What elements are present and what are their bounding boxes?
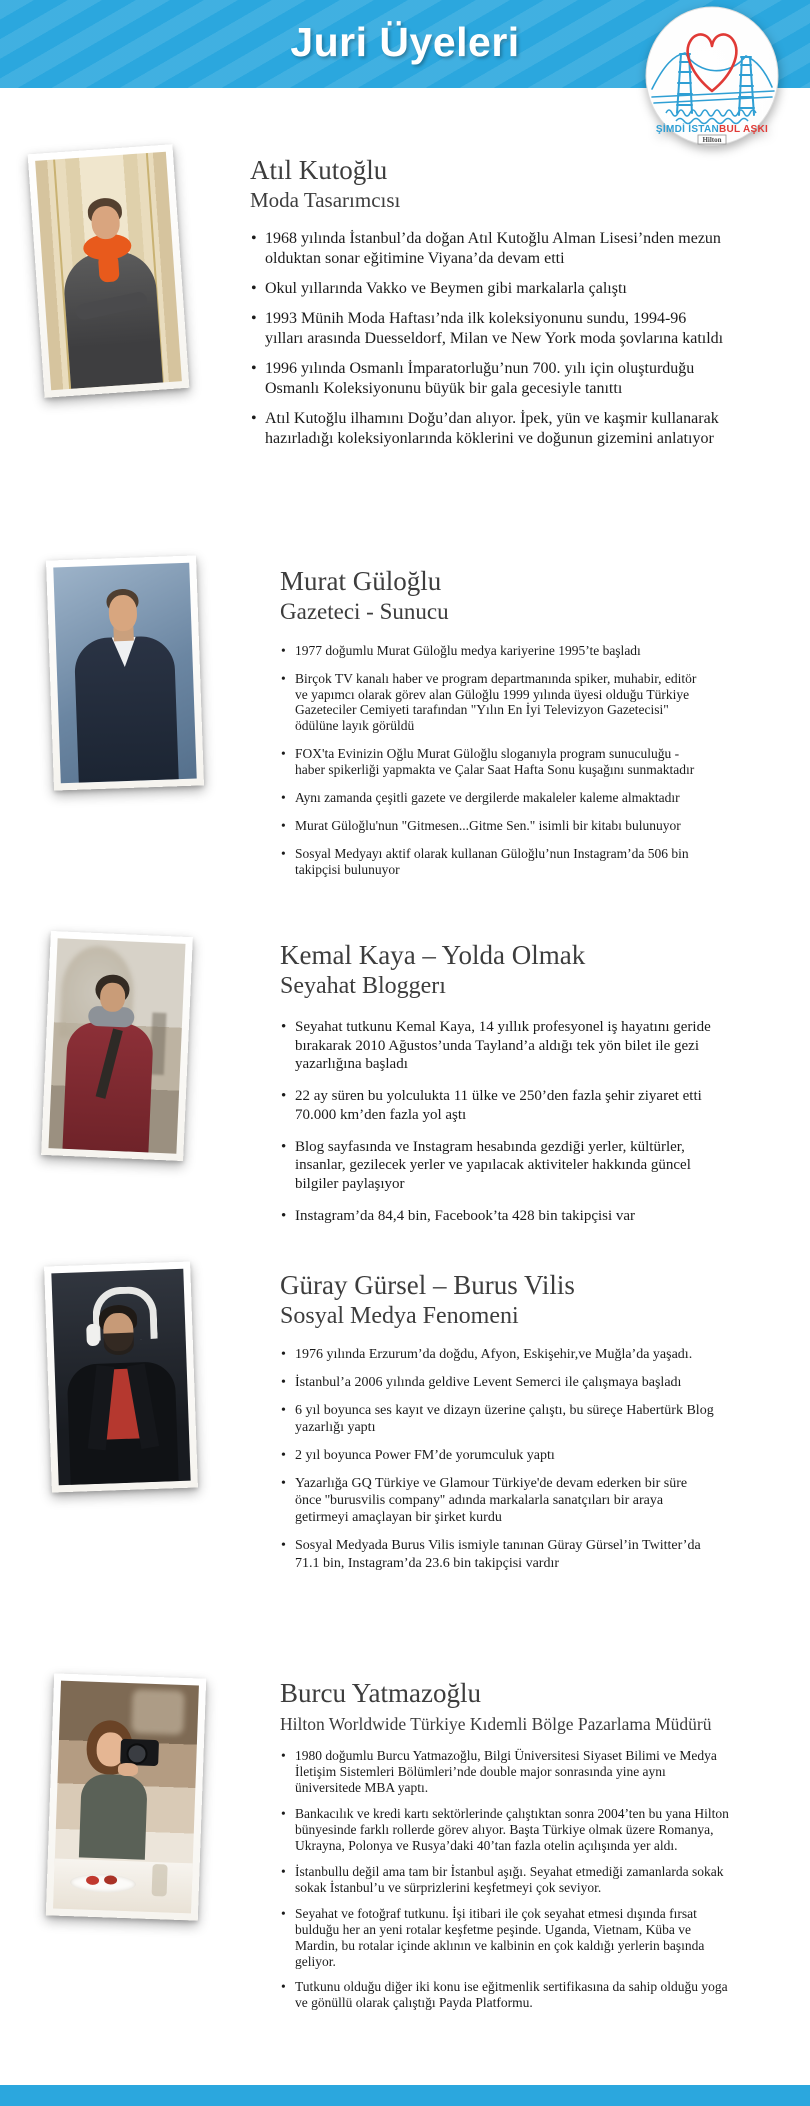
profile-name: Murat Güloğlu [280, 566, 442, 596]
profile-name: Güray Gürsel – Burus Vilis [280, 1270, 575, 1300]
photo-shape [118, 1763, 138, 1777]
photo-shape [86, 1324, 100, 1346]
photo-shape [152, 1864, 168, 1897]
polaroid-photo [46, 555, 204, 790]
bullet-item: • Sosyal Medyayı aktif olarak kullanan Güloğlu’nun Instagram’da 506 bin takipçisi bulunuyor [280, 846, 712, 878]
profile-title: Gazeteci - Sunucu [280, 599, 449, 625]
polaroid-photo [44, 1262, 198, 1493]
profile-section-kemal-kaya [0, 930, 810, 1262]
kemal-kaya-portrait [48, 938, 185, 1153]
bullet-item: • 2 yıl boyunca Power FM’de yorumculuk yaptı [280, 1447, 716, 1464]
profile-name: Burcu Yatmazoğlu [280, 1678, 481, 1708]
bullet-item: • Birçok TV kanalı haber ve program departmanında spiker, muhabir, editör ve yapımcı olarak görev alan Güloğlu 1999 yılında üyesi olduğu Türkiye Gazeteciler Cemiyeti tarafından "Yılın En İyi Televizyon Gazetecisi" ödülüne layık görüldü [280, 671, 712, 735]
bullet-item: • Aynı zamanda çeşitli gazete ve dergilerde makaleler kaleme almaktadır [280, 790, 712, 806]
polaroid-photo [41, 931, 193, 1161]
murat-guloglu-portrait [53, 563, 196, 784]
bullet-item: • 1996 yılında Osmanlı İmparatorluğu’nun 700. yılı için oluşturduğu Osmanlı Koleksiyonunu büyük bir gala gecesiyle tanıttı [250, 359, 728, 399]
bullet-item: • Seyahat ve fotoğraf tutkunu. İşi itibari ile çok seyahat etmesi dışında fırsat bulduğu her an yeni rotalar keşfetme peşinde. Uganda, Vietnam, Küba ve Mardin, bu rotalar içinde aklının ve kalbinin en çok kaldığı yerlerin başında geliyor. [280, 1906, 732, 1970]
polaroid-photo [46, 1673, 206, 1920]
bullet-item: • Blog sayfasında ve Instagram hesabında gezdiği yerler, kültürler, insanlar, gezilecek yerler ve yapılacak aktiviteler hakkında güncel bilgiler paylaşıyor [280, 1138, 730, 1194]
bullet-item: • 1977 doğumlu Murat Güloğlu medya kariyerine 1995’te başladı [280, 643, 712, 659]
photo-shape [103, 1333, 134, 1356]
profile-title: Hilton Worldwide Türkiye Kıdemli Bölge Pazarlama Müdürü [280, 1714, 712, 1735]
bullet-item: • İstanbullu değil ama tam bir İstanbul aşığı. Seyahat etmediği zamanlarda sokak sokak İstanbul’u ve sürprizlerini keşfetmeyi çok seviyor. [280, 1864, 732, 1896]
profile-title: Sosyal Medya Fenomeni [280, 1303, 519, 1330]
bullet-item: • Yazarlığa GQ Türkiye ve Glamour Türkiye'de devam ederken bir süre önce ''burusvilis company'' adında markalarla sanatçıları bir araya getirmeyi amaçlayan bir şirket kurdu [280, 1475, 716, 1526]
bullet-item: • 22 ay süren bu yolculukta 11 ülke ve 250’den fazla şehir ziyaret etti 70.000 km’den fazla yol aştı [280, 1087, 730, 1125]
profile-section-guray-gursel [0, 1262, 810, 1672]
profile-bullets [280, 1018, 730, 1226]
profile-section-atil-kutoglu [0, 145, 810, 565]
bullet-item: • İstanbul’a 2006 yılında geldive Levent Semerci ile çalışmaya başladı [280, 1374, 716, 1391]
bullet-item: • Okul yıllarında Vakko ve Beymen gibi markalarla çalıştı [250, 279, 728, 299]
guray-gursel-portrait [51, 1269, 190, 1485]
profile-bullets [280, 1346, 716, 1572]
profile-bullets [280, 1748, 732, 2011]
hilton-logo: Hilton [702, 136, 722, 144]
photo-shape [108, 595, 137, 632]
photo-shape [150, 1013, 167, 1076]
bullet-item: • Sosyal Medyada Burus Vilis ismiyle tanınan Güray Gürsel’in Twitter’da 71.1 bin, Instagram’da 23.6 bin takipçisi vardır [280, 1537, 716, 1571]
bullet-item: • Murat Güloğlu'nun "Gitmesen...Gitme Sen." isimli bir kitabı bulunuyor [280, 818, 712, 834]
profile-title: Moda Tasarımcısı [250, 188, 401, 213]
bullet-item: • 1993 Münih Moda Haftası’nda ilk koleksiyonunu sundu, 1994-96 yılları arasında Duesseldorf, Milan ve New York moda şovlarına katıldı [250, 309, 728, 349]
bullet-item: • Bankacılık ve kredi kartı sektörlerinde çalıştıktan sonra 2004’ten bu yana Hilton bünyesinde farklı rollerde görev alıyor. Başta Türkiye olmak üzere Romanya, Ukrayna, Polonya ve Rusya’daki 40’tan fazla otelin açılışında yer aldı. [280, 1806, 732, 1854]
campaign-badge [644, 5, 780, 147]
profile-name: Kemal Kaya – Yolda Olmak [280, 940, 586, 970]
bullet-item: • Seyahat tutkunu Kemal Kaya, 14 yıllık profesyonel iş hayatını geride bırakarak 2010 Ağustos’unda Tayland’a aldığı tek yön bilet ile gezi yazarlığına başladı [280, 1018, 730, 1074]
atil-kutoglu-portrait [35, 152, 182, 391]
profile-section-burcu-yatmazoglu [0, 1672, 810, 2106]
bullet-item: • Atıl Kutoğlu ilhamını Doğu’dan alıyor. İpek, yün ve kaşmir kullanarak hazırladığı koleksiyonlarında köklerini ve doğunun gizemini anlatıyor [250, 409, 728, 449]
page-title: Juri Üyeleri [290, 18, 520, 65]
bullet-item: • 1968 yılında İstanbul’da doğan Atıl Kutoğlu Alman Lisesi’nden mezun olduktan sonar eğitimine Viyana’da devam etti [250, 229, 728, 269]
bullet-item: • 6 yıl boyunca ses kayıt ve dizayn üzerine çalıştı, bu süreçe Habertürk Blog yazarlığı yaptı [280, 1402, 716, 1436]
profile-title: Seyahat Bloggerı [280, 973, 446, 1000]
bullet-item: • FOX'ta Evinizin Oğlu Murat Güloğlu sloganıyla program sunuculuğu - haber spikerliği yapmakta ve Çalar Saat Hafta Sonu kuşağını sunmaktadır [280, 746, 712, 778]
bullet-item: • Tutkunu olduğu diğer iki konu ise eğitmenlik sertifikasına da sahip olduğu yoga ve gönüllü olarak çalıştığı Payda Platformu. [280, 1979, 732, 2011]
badge-slogan: ŞİMDİ İSTANBUL AŞKI [655, 124, 769, 135]
burcu-yatmazoglu-portrait [53, 1681, 199, 1914]
bullet-item: • 1976 yılında Erzurum’da doğdu, Afyon, Eskişehir,ve Muğla’da yaşadı. [280, 1346, 716, 1363]
profile-bullets [280, 643, 712, 878]
profile-section-murat-guloglu [0, 558, 810, 930]
photo-shape [79, 1773, 148, 1859]
photo-shape [131, 1689, 185, 1735]
footer-band [0, 2085, 810, 2106]
profile-bullets [250, 229, 728, 449]
polaroid-photo [28, 144, 190, 398]
bullet-item: • 1980 doğumlu Burcu Yatmazoğlu, Bilgi Üniversitesi Siyaset Bilimi ve Medya İletişim Sistemleri Bölümleri’nde double major sonrasında yine aynı üniversitede MBA yaptı. [280, 1748, 732, 1796]
bullet-item: • Instagram’da 84,4 bin, Facebook’ta 428 bin takipçisi var [280, 1207, 730, 1226]
profile-name: Atıl Kutoğlu [250, 155, 388, 185]
